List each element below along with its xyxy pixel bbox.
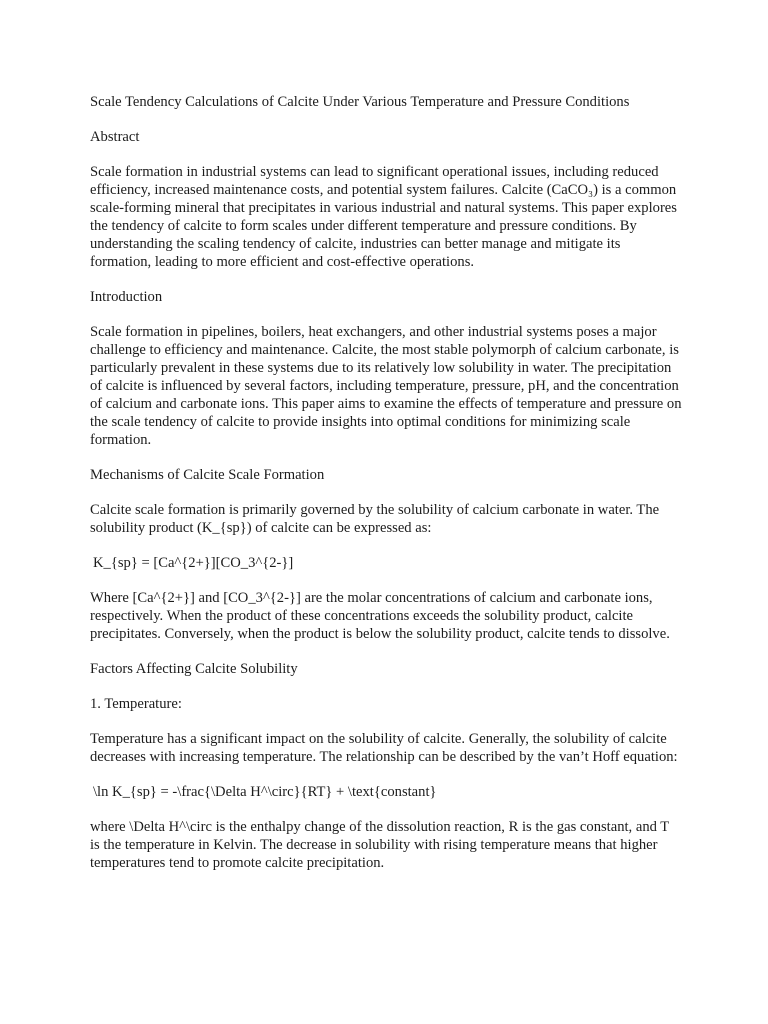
- abstract-paragraph: Scale formation in industrial systems can lead to significant operational issues, including reduced efficiency, increased maintenance costs, and potential system failures. Calcite (CaCO₃) is a common scale-forming mineral that precipitates in various industrial and natural systems. This paper explores the tendency of calcite to form scales under different temperature and pressure conditions. By understanding the scaling tendency of calcite, industries can better manage and mitigate its formation, leading to more efficient and cost-effective operations.: [90, 164, 677, 270]
- temperature-heading: 1. Temperature:: [90, 696, 182, 712]
- abstract-heading: Abstract: [90, 129, 140, 145]
- document-page: [90, 93, 682, 889]
- factors-heading: Factors Affecting Calcite Solubility: [90, 661, 298, 677]
- document-title: Scale Tendency Calculations of Calcite Under Various Temperature and Pressure Conditions: [90, 94, 630, 110]
- enthalpy-paragraph: where \Delta H^\circ is the enthalpy change of the dissolution reaction, R is the gas constant, and T is the temperature in Kelvin. The decrease in solubility with rising temperature means that higher temperatures tend to promote calcite precipitation.: [90, 819, 669, 871]
- concentration-paragraph: Where [Ca^{2+}] and [CO_3^{2-}] are the molar concentrations of calcium and carbonate ions, respectively. When the product of these concentrations exceeds the solubility product, calcite precipitates. Conversely, when the product is below the solubility product, calcite tends to dissolve.: [90, 590, 670, 642]
- mechanisms-heading: Mechanisms of Calcite Scale Formation: [90, 467, 325, 483]
- introduction-heading: Introduction: [90, 289, 163, 305]
- mechanisms-paragraph: Calcite scale formation is primarily governed by the solubility of calcium carbonate in water. The solubility product (K_{sp}) of calcite can be expressed as:: [90, 502, 660, 536]
- vant-hoff-equation: \ln K_{sp} = -\frac{\Delta H^\circ}{RT} + \text{constant}: [93, 784, 437, 800]
- temperature-paragraph: Temperature has a significant impact on the solubility of calcite. Generally, the solubility of calcite decreases with increasing temperature. The relationship can be described by the van’t Hoff equation:: [90, 731, 678, 765]
- introduction-paragraph: Scale formation in pipelines, boilers, heat exchangers, and other industrial systems poses a major challenge to efficiency and maintenance. Calcite, the most stable polymorph of calcium carbonate, is particularly prevalent in these systems due to its relatively low solubility in water. The precipitation of calcite is influenced by several factors, including temperature, pressure, pH, and the concentration of calcium and carbonate ions. This paper aims to examine the effects of temperature and pressure on the scale tendency of calcite to provide insights into optimal conditions for minimizing scale formation.: [90, 324, 682, 448]
- ksp-equation: K_{sp} = [Ca^{2+}][CO_3^{2-}]: [93, 555, 294, 571]
